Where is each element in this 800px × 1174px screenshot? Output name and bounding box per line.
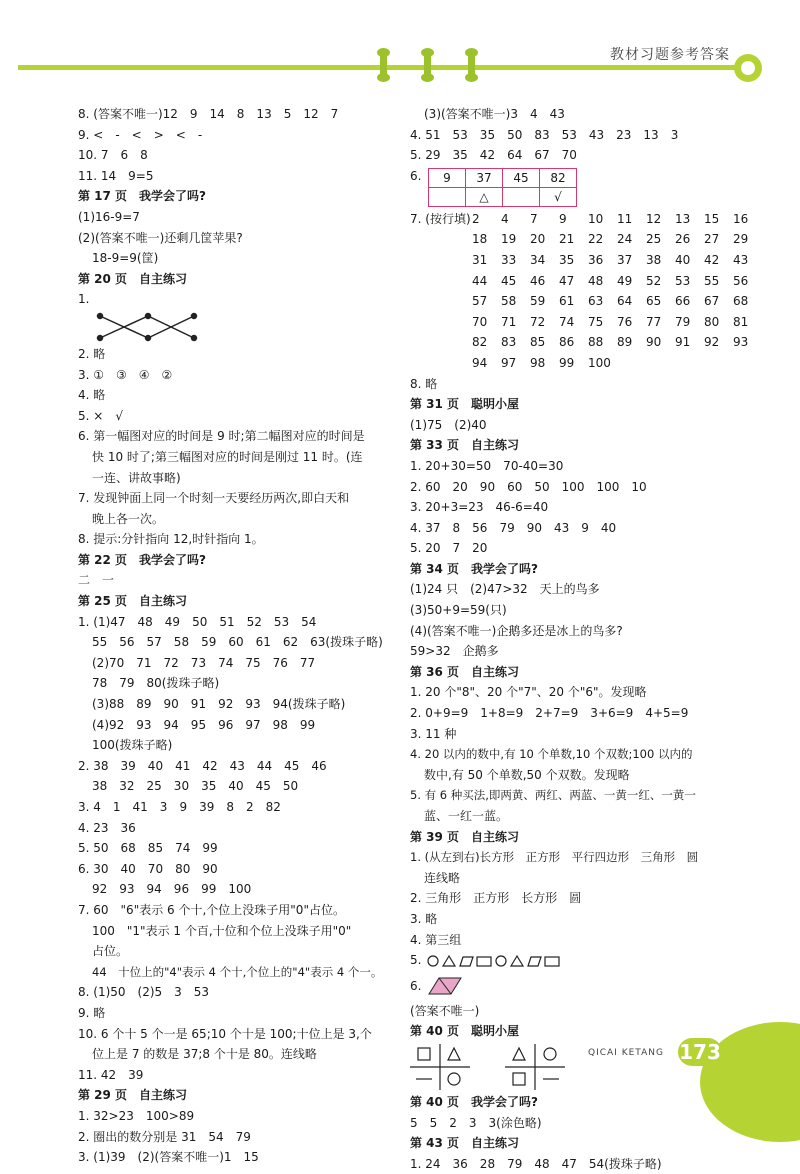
grid-number: 55 <box>704 273 720 288</box>
grid-number: 43 <box>733 252 749 267</box>
grid-number: 33 <box>501 252 517 267</box>
answer-line: 3. 20+3=23 46-6=40 <box>410 500 549 515</box>
grid-number: 56 <box>733 273 749 288</box>
grid-number: 48 <box>588 273 604 288</box>
answer-line: 8. (1)50 (2)5 3 53 <box>78 985 210 1000</box>
answer-line: (3)(答案不唯一)3 4 43 <box>424 107 565 121</box>
grid-number: 72 <box>530 314 546 329</box>
item-number: 6. <box>410 978 422 993</box>
section-heading: 第 33 页 自主练习 <box>410 438 520 453</box>
answer-line: 5. 50 68 85 74 99 <box>78 841 218 856</box>
grid-number: 20 <box>530 232 546 247</box>
grid-number: 10 <box>588 211 604 226</box>
grid-number: 98 <box>530 355 546 370</box>
grid-number: 18 <box>472 232 488 247</box>
grid-number: 11 <box>617 211 633 226</box>
answer-line: (1)24 只 (2)47>32 天上的鸟多 <box>410 582 600 597</box>
answer-line: (1)16-9=7 <box>78 209 140 224</box>
answer-line: (3)88 89 90 91 92 93 94(拨珠子略) <box>92 697 346 712</box>
grid-number: 52 <box>646 273 662 288</box>
grid-number: 90 <box>646 335 662 350</box>
header-bar <box>18 65 738 70</box>
answer-line <box>410 950 740 971</box>
answer-line: 7. 60 "6"表示 6 个十,个位上没珠子用"0"占位。 <box>78 902 345 917</box>
header-knob-3 <box>468 50 475 80</box>
answer-line: 59>32 企鹅多 <box>410 644 499 659</box>
section-heading: 第 29 页 自主练习 <box>78 1088 188 1103</box>
grid-number: 66 <box>675 294 691 309</box>
answer-line: 7. 发现钟面上同一个时刻一天要经历两次,即白天和 <box>78 491 350 506</box>
grid-number: 63 <box>588 294 604 309</box>
grid-number: 19 <box>501 232 517 247</box>
answer-line: 连线略 <box>424 870 461 885</box>
grid-number: 99 <box>559 355 575 370</box>
grid-number: 58 <box>501 294 517 309</box>
answer-line: 38 32 25 30 35 40 45 50 <box>92 779 299 794</box>
answer-line: (3)50+9=59(只) <box>410 603 507 618</box>
rectangle-shape <box>545 957 559 966</box>
mascot-icon <box>734 54 762 82</box>
grid-number: 26 <box>675 232 691 247</box>
section-heading: 第 43 页 自主练习 <box>410 1136 520 1151</box>
answer-line: 蓝、一红一蓝。 <box>424 809 509 823</box>
grid-number: 45 <box>501 273 517 288</box>
answer-line: 快 10 时了;第三幅图对应的时间是刚过 11 时。(连 <box>92 449 363 464</box>
answer-line: 9. 略 <box>78 1005 106 1020</box>
circle-shape <box>428 956 438 966</box>
table-cell: 82 <box>540 168 577 187</box>
grid-number: 92 <box>704 335 720 350</box>
answer-line <box>410 971 740 1001</box>
table-cell: 9 <box>429 168 466 187</box>
answer-line: 3. 略 <box>410 911 438 926</box>
grid-number: 64 <box>617 294 633 309</box>
section-heading: 第 40 页 聪明小屋 <box>410 1024 520 1039</box>
answer-line: 6. 第一幅图对应的时间是 9 时;第二幅图对应的时间是 <box>78 429 365 444</box>
answer-line: 2. 圈出的数分别是 31 54 79 <box>78 1129 251 1144</box>
answer-line: (2)70 71 72 73 74 75 76 77 <box>92 655 316 670</box>
section-heading: 第 25 页 自主练习 <box>78 594 188 609</box>
section-heading: 第 20 页 自主练习 <box>78 271 188 286</box>
section-heading: 第 17 页 我学会了吗? <box>78 189 207 204</box>
answer-line: 5 5 2 3 3(涂色略) <box>410 1115 542 1130</box>
grid-number: 38 <box>646 252 662 267</box>
answer-line: 8. 提示:分针指向 12,时针指向 1。 <box>78 532 264 547</box>
answer-line: 1. (1)47 48 49 50 51 52 53 54 <box>78 614 317 629</box>
grid-number: 37 <box>617 252 633 267</box>
answer-line: 2. 略 <box>78 346 106 361</box>
table-cell: 45 <box>503 168 540 187</box>
grid-number: 82 <box>472 335 488 350</box>
answer-line: 11. 42 39 <box>78 1067 144 1082</box>
answer-line: 8. (答案不唯一)12 9 14 8 13 5 12 7 <box>78 107 339 121</box>
answer-line: 10. 6 个十 5 个一是 65;10 个十是 100;十位上是 3,个 <box>78 1026 372 1041</box>
table-cell: √ <box>540 187 577 206</box>
answer-line: 4. 37 8 56 79 90 43 9 40 <box>410 520 617 535</box>
grid-number: 29 <box>733 232 749 247</box>
answer-line: 一连、讲故事略) <box>92 470 181 485</box>
grid-number: 83 <box>501 335 517 350</box>
item-number: 5. <box>410 953 422 968</box>
table-cell <box>429 187 466 206</box>
parallelogram-shape <box>460 957 473 966</box>
grid-number: 22 <box>588 232 604 247</box>
triangle-shape <box>511 956 523 966</box>
answer-line: 4. 20 以内的数中,有 10 个单数,10 个双数;100 以内的 <box>410 747 693 762</box>
grid-number: 100 <box>588 355 611 370</box>
grid-number: 34 <box>530 252 546 267</box>
answer-line: 1. 32>23 100>89 <box>78 1108 195 1123</box>
grid-number: 89 <box>617 335 633 350</box>
header-knob-1 <box>380 50 387 80</box>
grid-number: 93 <box>733 335 749 350</box>
grid-number: 67 <box>704 294 720 309</box>
grid-number: 27 <box>704 232 720 247</box>
grid-number: 36 <box>588 252 604 267</box>
answer-line: 占位。 <box>92 944 129 959</box>
answer-line: 92 93 94 96 99 100 <box>92 882 252 897</box>
answer-line: (4)92 93 94 95 96 97 98 99 <box>92 717 316 732</box>
grid-number: 2 <box>472 211 480 226</box>
section-heading: 第 22 页 我学会了吗? <box>78 552 207 567</box>
grid-number: 13 <box>675 211 691 226</box>
answer-line: 4. 第三组 <box>410 932 462 947</box>
parallelogram-shape <box>528 957 541 966</box>
parallelogram-figure <box>425 974 465 998</box>
section-heading: 第 34 页 我学会了吗? <box>410 561 539 576</box>
answer-line: 3. ① ③ ④ ② <box>78 367 173 382</box>
section-heading: 第 40 页 我学会了吗? <box>410 1094 539 1109</box>
answer-line: 3. 11 种 <box>410 726 457 741</box>
grid-number: 77 <box>646 314 662 329</box>
grid-number: 65 <box>646 294 662 309</box>
answer-line: 数中,有 50 个单数,50 个双数。发现略 <box>424 767 630 782</box>
answer-line: 2. 0+9=9 1+8=9 2+7=9 3+6=9 4+5=9 <box>410 706 689 721</box>
matching-lines-diagram <box>94 312 204 342</box>
answer-line: 78 79 80(拨珠子略) <box>92 676 220 691</box>
triangle-shape <box>443 956 455 966</box>
grid-number: 9 <box>559 211 567 226</box>
answer-line: 5. 有 6 种买法,即两黄、两红、两蓝、一黄一红、一黄一 <box>410 788 696 803</box>
answer-line: 100 "1"表示 1 个百,十位和个位上没珠子用"0" <box>92 923 352 938</box>
answer-line: 4. 23 36 <box>78 820 136 835</box>
grid-number: 74 <box>559 314 575 329</box>
grid-number: 42 <box>704 252 720 267</box>
answer-line: 4. 51 53 35 50 83 53 43 23 13 3 <box>410 127 679 142</box>
answer-line: 100(拨珠子略) <box>92 738 173 753</box>
answer-line: 8. 略 <box>410 376 438 391</box>
grid-number: 47 <box>559 273 575 288</box>
grid-number: 79 <box>675 314 691 329</box>
answer-line: (答案不唯一) <box>410 1003 480 1018</box>
answer-line: 3. (1)39 (2)(答案不唯一)1 15 <box>78 1150 259 1165</box>
grid-number: 44 <box>472 273 488 288</box>
grid-number: 68 <box>733 294 749 309</box>
section-heading: 第 31 页 聪明小屋 <box>410 397 520 412</box>
answer-line: (4)(答案不唯一)企鹅多还是冰上的鸟多? <box>410 623 623 638</box>
page-number: 173 <box>679 1040 721 1064</box>
rectangle-shape <box>477 957 491 966</box>
right-column: (3)(答案不唯一)3 4 43 4. 51 53 35 50 83 53 43 23 13 3 5. 29 35 42 64 67 70 6. 9 37 45 82 △ √ 7. (按行填) 2 4 7 9 10 11 12 13 15 16 18 19 20 21 22 24 25 26 27 29 31 33 34 35 36 37 38 40 42 43 44 45 46 47 48 49 52 53 55 56 57 58 59 61 63 64 65 66 67 68 70 71 72 74 75 76 77 79 80 81 82 83 85 86 88 89 90 91 92 93 94 97 98 99 100 8. 略 第 31 页 聪明小屋 (1)75 (2)40 第 33 页 自主练习 1. 20+30=50 70-40=30 2. 60 20 90 60 50 100 100 10 3. 20+3=23 46-6=40 4. 37 8 56 79 90 43 9 40 5. 20 7 20 第 34 页 我学会了吗? (1)24 只 (2)47>32 天上的鸟多 (3)50+9=59(只) (4)(答案不唯一)企鹅多还是冰上的鸟多? 59>32 企鹅多 第 36 页 自主练习 1. 20 个"8"、20 个"7"、20 个"6"。发现略 2. 0+9=9 1+8=9 2+7=9 3+6=9 4+5=9 3. 11 种 4. 20 以内的数中,有 10 个单数,10 个双数;100 以内的 数中,有 50 个单数,50 个双数。发现略 5. 有 6 种买法,即两黄、两红、两蓝、一黄一红、一黄一 蓝、一红一蓝。 第 39 页 自主练习 1. (从左到右)长方形 正方形 平行四边形 三角形 圆 连线略 2. 三角形 正方形 长方形 圆 3. 略 4. 第三组 5. 6. (答案不唯一) 第 40 页 聪明小屋 第 40 页 我学会了吗? 5 5 2 3 3(涂色略) 第 43 页 自主练习 1. 24 36 28 79 48 47 54(拨珠子略) <box>410 104 740 1174</box>
grid-number: 75 <box>588 314 604 329</box>
grid-number: 59 <box>530 294 546 309</box>
answer-line: 44 十位上的"4"表示 4 个十,个位上的"4"表示 4 个一。 <box>92 964 383 979</box>
answer-line: 2. 60 20 90 60 50 100 100 10 <box>410 479 647 494</box>
answer-table-6 <box>428 168 577 207</box>
answer-line: 2. 38 39 40 41 42 43 44 45 46 <box>78 758 327 773</box>
footer-brand: QICAI KETANG <box>588 1048 664 1058</box>
answer-line: 10. 7 6 8 <box>78 148 148 163</box>
grid-number: 86 <box>559 335 575 350</box>
answer-line: 1. 24 36 28 79 48 47 54(拨珠子略) <box>410 1156 662 1171</box>
grid-number: 21 <box>559 232 575 247</box>
answer-line: 5. 29 35 42 64 67 70 <box>410 148 577 163</box>
grid-number: 31 <box>472 252 488 267</box>
answer-line: 55 56 57 58 59 60 61 62 63(拨珠子略) <box>92 635 383 650</box>
grid-number: 4 <box>501 211 509 226</box>
grid-number: 7 <box>530 211 538 226</box>
grid-number: 61 <box>559 294 575 309</box>
grid-number: 85 <box>530 335 546 350</box>
grid-number: 40 <box>675 252 691 267</box>
answer-line: 5. 20 7 20 <box>410 541 488 556</box>
grid-number: 53 <box>675 273 691 288</box>
circle-shape <box>496 956 506 966</box>
grid-number: 57 <box>472 294 488 309</box>
grid-number: 80 <box>704 314 720 329</box>
answer-line: 5. × √ <box>78 408 123 423</box>
answer-line: 2. 三角形 正方形 长方形 圆 <box>410 891 582 906</box>
grid-number: 94 <box>472 355 488 370</box>
grid-number: 46 <box>530 273 546 288</box>
section-heading: 第 36 页 自主练习 <box>410 664 520 679</box>
answer-line: 9. < - < > < - <box>78 127 203 142</box>
answer-line: 二 一 <box>78 573 115 588</box>
grid-number: 71 <box>501 314 517 329</box>
answer-line: 11. 14 9=5 <box>78 168 154 183</box>
grid-number: 24 <box>617 232 633 247</box>
answer-line: 6. 30 40 70 80 90 <box>78 861 218 876</box>
grid-number: 25 <box>646 232 662 247</box>
grid-number: 88 <box>588 335 604 350</box>
answer-line: 1. 20+30=50 70-40=30 <box>410 458 564 473</box>
answer-line: 18-9=9(筐) <box>92 251 159 266</box>
number-grid <box>472 209 749 374</box>
grid-number: 91 <box>675 335 691 350</box>
answer-line: 4. 略 <box>78 388 106 403</box>
grid-number: 12 <box>646 211 662 226</box>
table-cell <box>503 187 540 206</box>
answer-line: 晚上各一次。 <box>92 511 165 526</box>
section-heading: 第 39 页 自主练习 <box>410 829 520 844</box>
table-cell: △ <box>466 187 503 206</box>
header-title: 教材习题参考答案 <box>610 47 730 63</box>
answer-line: 3. 4 1 41 3 9 39 8 2 82 <box>78 800 281 814</box>
answer-line: (1)75 (2)40 <box>410 417 487 432</box>
grid-number: 81 <box>733 314 749 329</box>
answer-line: (2)(答案不唯一)还剩几筐苹果? <box>78 230 243 245</box>
shape-sequence <box>425 954 605 968</box>
header-knob-2 <box>424 50 431 80</box>
answer-line: 1. <box>78 292 90 307</box>
grid-number: 76 <box>617 314 633 329</box>
grid-number: 35 <box>559 252 575 267</box>
grid-number: 49 <box>617 273 633 288</box>
grid-number: 97 <box>501 355 517 370</box>
table-cell: 37 <box>466 168 503 187</box>
grid-number: 16 <box>733 211 749 226</box>
answer-line: 1. 20 个"8"、20 个"7"、20 个"6"。发现略 <box>410 685 647 700</box>
grid-number: 15 <box>704 211 720 226</box>
grid-number: 70 <box>472 314 488 329</box>
answer-line: 位上是 7 的数是 37;8 个十是 80。连线略 <box>92 1047 317 1062</box>
left-column <box>78 104 396 1168</box>
answer-line: 1. (从左到右)长方形 正方形 平行四边形 三角形 圆 <box>410 850 699 865</box>
